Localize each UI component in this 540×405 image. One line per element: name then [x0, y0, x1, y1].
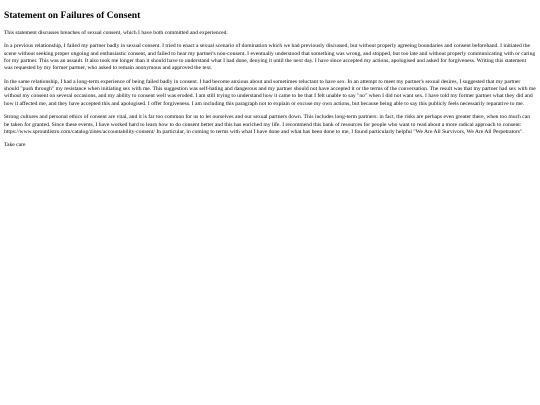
intro-paragraph: This statement discusses breaches of sexual consent, which I have both committed and experienced. — [4, 30, 228, 36]
paragraph-experienced-failure: In the same relationship, I had a long-term experience of being failed badly in consent. I had become anxious about and sometimes reluctant to have sex. In an attempt to meet my partner's sexual desires, I suggested that my partner should "push through" my resistance when initiating sex with me. This suggestion was self-hating and dangerous and my partner should not have accepted it or the terms of the conversation. The result was that my partner had sex with me without my consent on several occasions, and my ability to consent well was eroded. I am still trying to understand how it came to be that I felt unable to say "no" when I did not want sex. I have told my former partner what they did and how it affected me, and they have accepted this and apologised. I offer forgiveness. I am including this paragraph not to explain or excuse my own actions, but because being able to say this publicly feels necessarily reparative to me. — [4, 78, 536, 107]
paragraph-committed-failure: In a previous relationship, I failed my partner badly in sexual consent. I tried to enact a sexual scenario of domination which we had previously discussed, but without properly agreeing boundaries and consent beforehand. I initiated the scene without seeking proper ongoing and enthusiastic consent, and failed to hear my partner's non-consent. I eventually understood that something was wrong, and stopped, but too late and without properly communicating with or caring for my partner. This was an assault. It also took me longer than it should have to understand what I had done, denying it until the next day. I have since accepted my actions, apologised and asked for forgiveness. Writing this statement was requested by my former partner, who asked to remain anonymous and approved the text. — [4, 43, 536, 72]
closing-line: Take care — [4, 142, 26, 149]
paragraph-consent-culture: Strong cultures and personal ethics of consent are vital, and it is far too common for us to let ourselves and our sexual partners down. This includes long-term partners: in fact, the risks are perhaps even greater there, when too much can be taken for granted. Since these events, I have worked hard to learn how to do consent better and this has enriched my life. I recommend this bank of resources for people who want to read about a more radical approach to consent: https://www.sproutdistro.com/catalog/zines/accountability-consent/ In particular, in coming to terms with what I have done and what has been done to me, I found particularly helpful "We Are All Survivors, We Are All Perpetrators". — [4, 114, 531, 135]
document-page — [0, 0, 540, 150]
page-title: Statement on Failures of Consent — [4, 10, 141, 21]
